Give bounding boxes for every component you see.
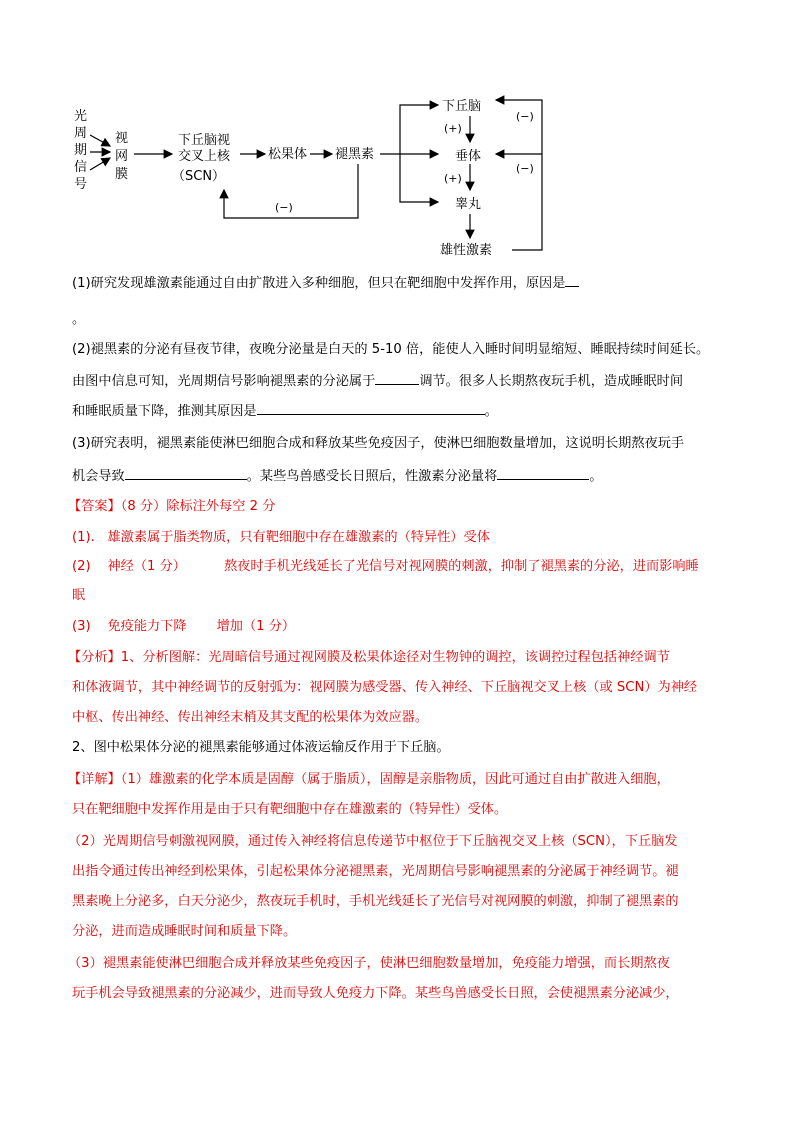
pituitary-label: 垂体 <box>455 149 482 164</box>
detail-line: 出指令通过传出神经到松果体，引起松果体分泌褪黑素，光周期信号影响褪黑素的分泌属于神经调节。褪 <box>72 864 679 879</box>
answer-2: (2) 神经（1 分） 熬夜时手机光线延长了光信号对视网膜的刺激，抑制了褪黑素的分泌，进而影响睡 <box>72 559 699 574</box>
hypothalamus-label: 下丘脑 <box>442 99 482 114</box>
light-signal-label <box>74 108 87 192</box>
svg-text:（SCN）: （SCN） <box>172 169 226 184</box>
retina-label <box>115 131 128 182</box>
detail-line: 黑素晚上分泌多，白天分泌少，熬夜玩手机时，手机光线延长了光信号对视网膜的刺激，抑制了褪黑素的 <box>72 894 679 909</box>
svg-text:期: 期 <box>74 143 88 158</box>
melatonin-label: 褪黑素 <box>335 147 375 162</box>
answer-header: 【答案】（8 分）除标注外每空 2 分 <box>68 499 276 514</box>
detail-line: 玩手机会导致褪黑素的分泌减少，进而导致人免疫力下降。某些鸟兽感受长日照，会使褪黑素分泌减少， <box>72 986 679 1001</box>
positive-label: (+) <box>444 172 462 185</box>
androgen-label: 雄性激素 <box>440 243 493 258</box>
negative-label: (−) <box>275 201 293 214</box>
negative-label: (−) <box>516 110 534 123</box>
answer-2-cont: 眠 <box>72 588 86 603</box>
analysis-line: 【分析】1、分析图解：光周暗信号通过视网膜及松果体途径对生物钟的调控，该调控过程包括神经调节 <box>68 650 670 665</box>
detail-line: （2）光周期信号刺激视网膜，通过传入神经将信息传递节中枢位于下丘脑视交叉上核（SCN），下丘脑发 <box>68 834 678 849</box>
svg-text:视: 视 <box>115 131 129 146</box>
analysis-line: 和体液调节，其中神经调节的反射弧为：视网膜为感受器、传入神经、下丘脑视交叉上核（或 SCN）为神经 <box>72 680 698 695</box>
pineal-label: 松果体 <box>268 147 308 162</box>
arrow <box>90 135 110 146</box>
arrow <box>90 158 110 170</box>
svg-text:周: 周 <box>74 126 88 141</box>
svg-text:光: 光 <box>74 109 88 124</box>
answer-blank[interactable] <box>565 272 579 287</box>
svg-text:下丘脑视: 下丘脑视 <box>178 133 231 148</box>
arrow <box>400 154 438 202</box>
detail-line: 只在靶细胞中发挥作用是由于只有靶细胞中存在雄激素的（特异性）受体。 <box>72 802 508 817</box>
answer-blank[interactable] <box>125 465 247 480</box>
detail-line: 【详解】（1）雄激素的化学本质是固醇（属于脂质），固醇是亲脂物质，因此可通过自由扩散进入细胞， <box>68 772 670 787</box>
question-2-line-3: 和睡眠质量下降，推测其原因是 。 <box>72 400 498 422</box>
testis-label: 睾丸 <box>455 197 482 212</box>
svg-text:交叉上核: 交叉上核 <box>178 149 231 164</box>
answer-blank[interactable] <box>497 465 589 480</box>
svg-text:网: 网 <box>115 149 129 164</box>
regulation-diagram <box>60 90 560 265</box>
answer-blank[interactable] <box>257 400 485 415</box>
question-2-line-2: 由图中信息可知，光周期信号影响褪黑素的分泌属于 调节。很多人长期熬夜玩手机，造成睡眠时间 <box>72 370 683 392</box>
question-3-line-1: (3)研究表明，褪黑素能使淋巴细胞合成和释放某些免疫因子，使淋巴细胞数量增加，这说明长期熬夜玩手 <box>72 436 685 451</box>
svg-text:信: 信 <box>74 160 88 175</box>
svg-text:膜: 膜 <box>115 167 129 182</box>
scn-label <box>172 133 231 184</box>
detail-line: 分泌，进而造成睡眠时间和质量下降。 <box>72 924 297 939</box>
positive-label: (+) <box>444 122 462 135</box>
negative-label: (−) <box>516 162 534 175</box>
analysis-line: 2、图中松果体分泌的褪黑素能够通过体液运输反作用于下丘脑。 <box>72 740 450 755</box>
answer-3: (3) 免疫能力下降 增加（1 分） <box>72 619 296 634</box>
arrow <box>400 105 438 154</box>
question-2-line-1: (2)褪黑素的分泌有昼夜节律，夜晚分泌量是白天的 5-10 倍，能使人入睡时间明显缩短、睡眠持续时间延长。 <box>72 342 710 357</box>
analysis-line: 中枢、传出神经、传出神经末梢及其支配的松果体为效应器。 <box>72 710 429 725</box>
question-3-line-2: 机会导致 。某些鸟兽感受长日照后，性激素分泌量将 。 <box>72 465 603 487</box>
answer-1: (1). 雄激素属于脂类物质，只有靶细胞中存在雄激素的（特异性）受体 <box>72 530 490 545</box>
answer-blank[interactable] <box>375 370 419 385</box>
question-1-end: 。 <box>72 312 86 327</box>
detail-line: （3）褪黑素能使淋巴细胞合成并释放某些免疫因子，使淋巴细胞数量增加，免疫能力增强，而长期熬夜 <box>68 956 670 971</box>
svg-text:号: 号 <box>74 177 88 192</box>
question-1: (1)研究发现雄激素能通过自由扩散进入多种细胞，但只在靶细胞中发挥作用，原因是 <box>72 272 579 294</box>
